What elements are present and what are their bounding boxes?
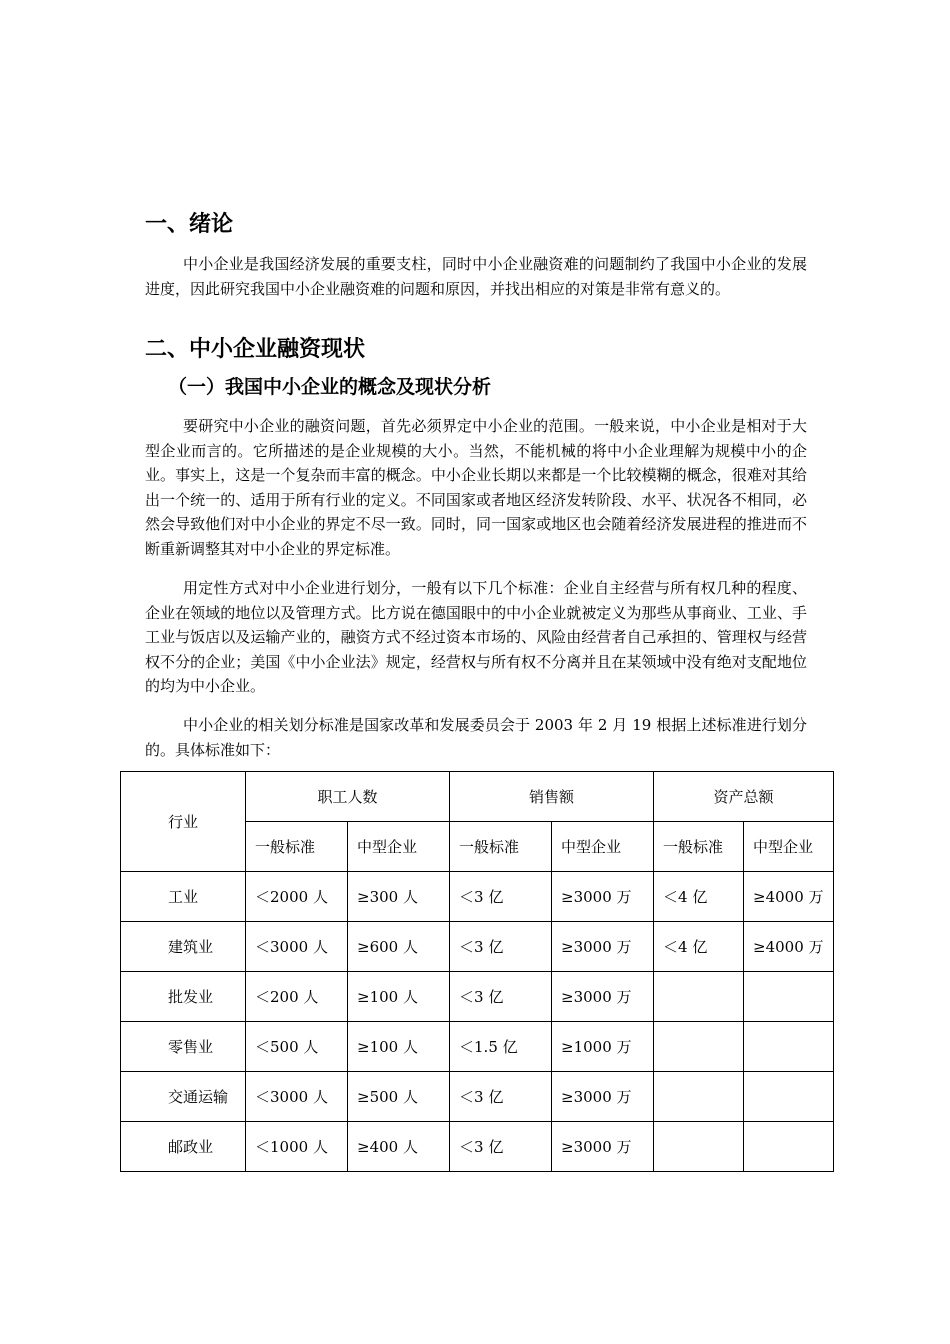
table-row (121, 872, 834, 922)
group-header-sales: 销售额 (450, 772, 654, 822)
table-row (121, 1022, 834, 1072)
table-cell: ≥100 人 (348, 1022, 450, 1072)
table-cell: ≥4000 万 (744, 922, 834, 972)
table-cell (654, 1072, 744, 1122)
table-cell: ＜3 亿 (450, 1072, 552, 1122)
table-cell (654, 1122, 744, 1172)
table-cell (744, 1122, 834, 1172)
industry-cell: 交通运输 (121, 1072, 246, 1122)
table-row (121, 972, 834, 1022)
table-cell: ≥500 人 (348, 1072, 450, 1122)
table-cell: ＜3 亿 (450, 1122, 552, 1172)
table-cell: ≥3000 万 (552, 1072, 654, 1122)
industry-cell: 批发业 (121, 972, 246, 1022)
table-cell: ≥3000 万 (552, 1122, 654, 1172)
body-paragraph-qualitative: 用定性方式对中小企业进行划分，一般有以下几个标准：企业自主经营与所有权几种的程度、企业在领域的地位以及管理方式。比方说在德国眼中的中小企业就被定义为那些从事商业、工业、手工业与饭店以及运输产业的，融资方式不经过资本市场的、风险由经营者自己承担的、管理权与经营权不分的企业；美国《中小企业法》规定，经营权与所有权不分离并且在某领域中没有绝对支配地位的均为中小企业。 (145, 579, 807, 695)
section-heading-intro: 一、绪论 (145, 212, 234, 237)
table-cell: ＜1.5 亿 (450, 1022, 552, 1072)
subheader-cell: 一般标准 (654, 822, 744, 872)
table-cell (744, 1022, 834, 1072)
subheader-cell: 一般标准 (246, 822, 348, 872)
industry-cell: 工业 (121, 872, 246, 922)
section-heading-status: 二、中小企业融资现状 (145, 337, 366, 362)
subheader-cell: 中型企业 (552, 822, 654, 872)
body-paragraph-standards-intro: 中小企业的相关划分标准是国家改革和发展委员会于 2003 年 2 月 19 根据上述标准进行划分的。具体标准如下： (145, 716, 807, 759)
table-cell (744, 972, 834, 1022)
intro-paragraph: 中小企业是我国经济发展的重要支柱，同时中小企业融资难的问题制约了我国中小企业的发展进度，因此研究我国中小企业融资难的问题和原因，并找出相应的对策是非常有意义的。 (145, 255, 807, 298)
table-cell: ≥3000 万 (552, 972, 654, 1022)
table-cell: ＜200 人 (246, 972, 348, 1022)
table-cell: ≥300 人 (348, 872, 450, 922)
subheader-cell: 中型企业 (744, 822, 834, 872)
table-cell (654, 1022, 744, 1072)
table-cell: ＜3000 人 (246, 922, 348, 972)
table-cell: ＜3000 人 (246, 1072, 348, 1122)
table-row (121, 922, 834, 972)
body-paragraph-definition: 要研究中小企业的融资问题，首先必须界定中小企业的范围。一般来说，中小企业是相对于大型企业而言的。它所描述的是企业规模的大小。当然，不能机械的将中小企业理解为规模中小的企业。事实上，这是一个复杂而丰富的概念。中小企业长期以来都是一个比较模糊的概念，很难对其给出一个统一的、适用于所有行业的定义。不同国家或者地区经济发转阶段、水平、状况各不相同，必然会导致他们对中小企业的界定不尽一致。同时，同一国家或地区也会随着经济发展进程的推进而不断重新调整其对中小企业的界定标准。 (145, 417, 807, 558)
table-cell: ≥600 人 (348, 922, 450, 972)
table-cell: ＜1000 人 (246, 1122, 348, 1172)
table-cell: ≥3000 万 (552, 872, 654, 922)
group-header-assets: 资产总额 (654, 772, 834, 822)
table-cell: ≥100 人 (348, 972, 450, 1022)
table-row (121, 1122, 834, 1172)
industry-cell: 零售业 (121, 1022, 246, 1072)
table-cell: ＜2000 人 (246, 872, 348, 922)
industry-cell: 建筑业 (121, 922, 246, 972)
table-cell: ≥400 人 (348, 1122, 450, 1172)
table-cell: ＜4 亿 (654, 922, 744, 972)
group-header-employees: 职工人数 (246, 772, 450, 822)
industry-header: 行业 (121, 772, 246, 872)
table-cell: ＜3 亿 (450, 872, 552, 922)
subsection-heading-concept: （一）我国中小企业的概念及现状分析 (168, 376, 492, 398)
table-cell (744, 1072, 834, 1122)
subheader-cell: 中型企业 (348, 822, 450, 872)
table-cell (654, 972, 744, 1022)
sme-classification-table (120, 771, 834, 1172)
table-cell: ＜3 亿 (450, 922, 552, 972)
table-cell: ≥1000 万 (552, 1022, 654, 1072)
table-cell: ≥4000 万 (744, 872, 834, 922)
table-cell: ＜4 亿 (654, 872, 744, 922)
table-cell: ≥3000 万 (552, 922, 654, 972)
table-cell: ＜3 亿 (450, 972, 552, 1022)
industry-cell: 邮政业 (121, 1122, 246, 1172)
table-row (121, 1072, 834, 1122)
subheader-cell: 一般标准 (450, 822, 552, 872)
table-cell: ＜500 人 (246, 1022, 348, 1072)
table-header-row (121, 772, 834, 822)
